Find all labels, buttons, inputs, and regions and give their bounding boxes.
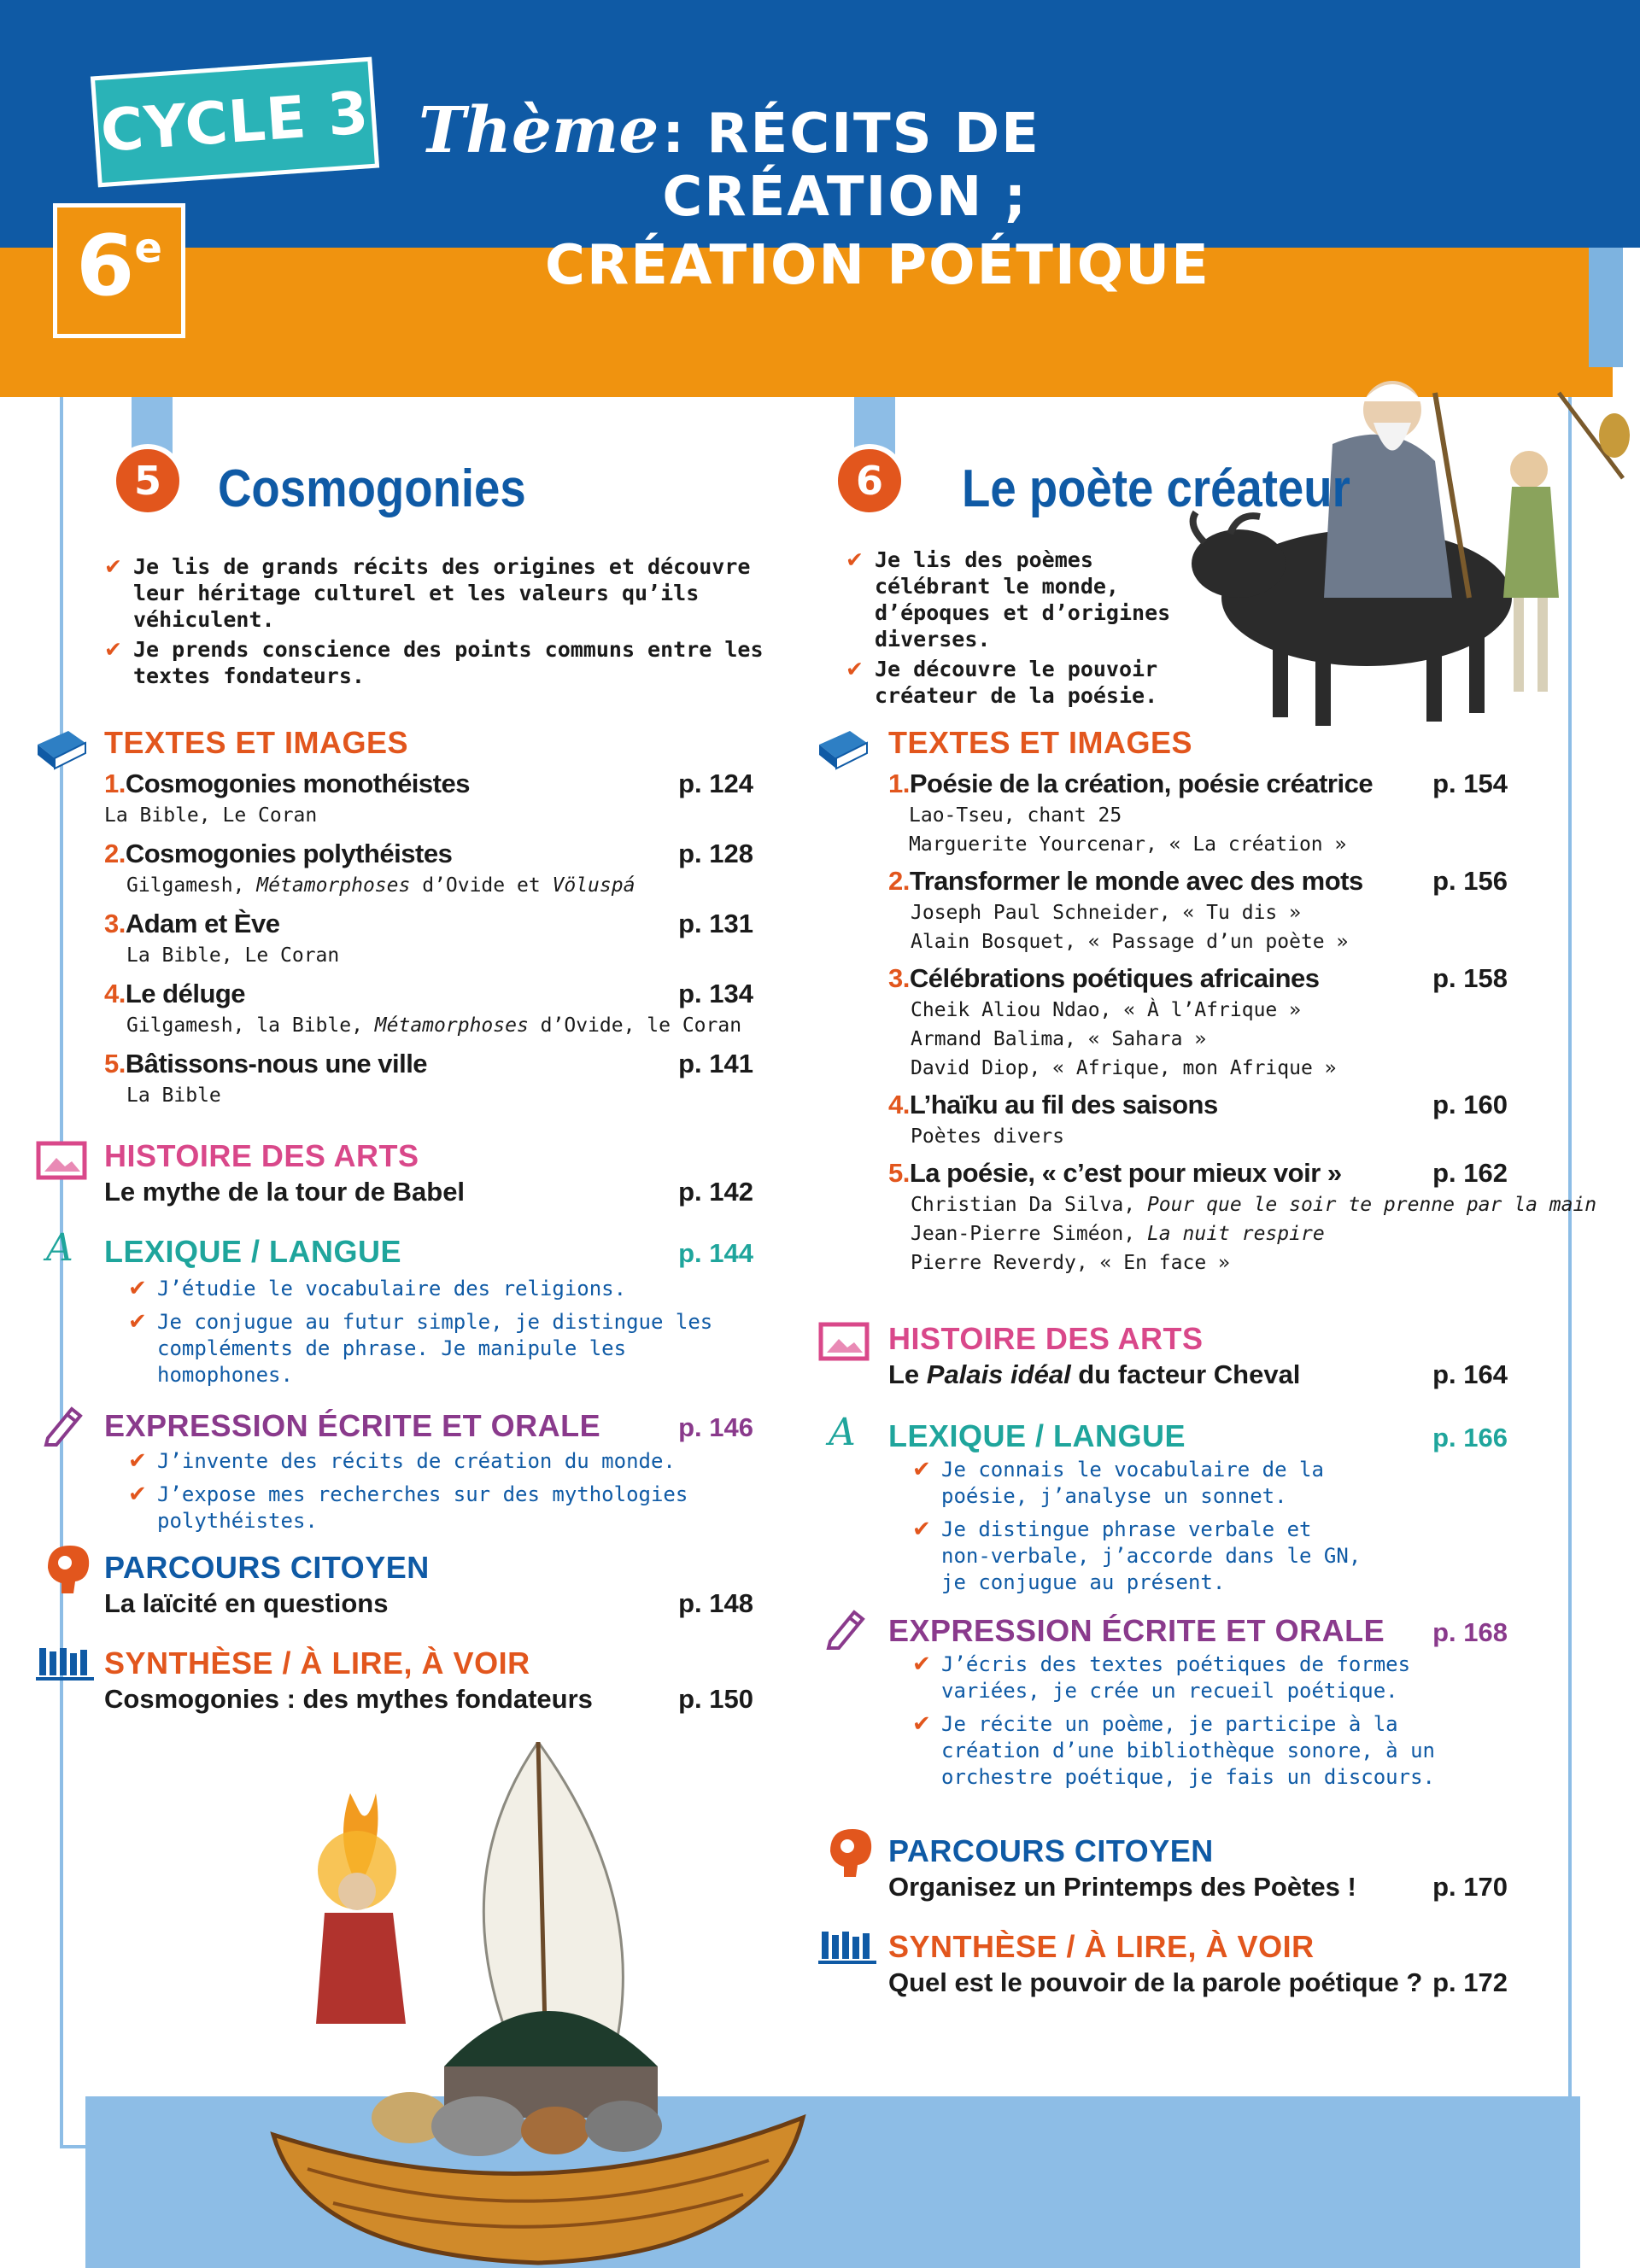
intro-item: ✔ Je découvre le pouvoir créateur de la poésie.: [846, 657, 1158, 708]
left-parcours-section: [104, 1549, 753, 1621]
page-ref: p. 144: [678, 1238, 753, 1268]
intro-item: ✔ Je prends conscience des points communs entre les textes fondateurs.: [104, 637, 764, 688]
section-heading: PARCOURS CITOYEN: [104, 1550, 430, 1585]
book-icon: [34, 728, 89, 772]
cycle-label: CYCLE 3: [98, 79, 372, 166]
bullet-item: ✔ Je récite un poème, je participe à la création d’une bibliothèque sonore, à un orchestre poétique, je fais un discours.: [912, 1711, 1435, 1789]
list-item: 5.Bâtissons-nous une ville p. 141 La Bible: [104, 1047, 753, 1110]
theme-line-2: CRÉATION POÉTIQUE: [545, 234, 1210, 297]
entry-source: Alain Bosquet, « Passage d’un poète »: [911, 931, 1349, 953]
entry-title: L’haïku au fil des saisons: [909, 1090, 1218, 1119]
noah-ark-illustration: [256, 1742, 820, 2268]
left-frame-line: [60, 397, 63, 2148]
check-icon: ✔: [846, 547, 864, 572]
bullet-item: ✔ J’écris des textes poétiques de formes variées, je crée un recueil poétique.: [912, 1651, 1411, 1703]
entry-title: Cosmogonies : des mythes fondateurs: [104, 1684, 593, 1714]
page-ref: p. 164: [1432, 1359, 1508, 1389]
bullet-item: ✔ Je conjugue au futur simple, je distingue les compléments de phrase. Je manipule les homophones.: [128, 1309, 713, 1387]
pencil-icon: [41, 1402, 85, 1447]
section-heading: HISTOIRE DES ARTS: [888, 1321, 1204, 1356]
pencil-icon: [823, 1605, 868, 1650]
citizen-head-icon: [825, 1826, 875, 1879]
entry-source: Lao-Tseu, chant 25: [909, 804, 1122, 827]
page-ref: p. 168: [1432, 1617, 1508, 1647]
right-intro: [846, 547, 1204, 712]
bookshelf-icon: [36, 1645, 94, 1682]
page-ref: p. 124: [678, 769, 753, 798]
check-icon: ✔: [912, 1711, 931, 1737]
section-heading: SYNTHÈSE / À LIRE, À VOIR: [888, 1929, 1315, 1964]
check-icon: ✔: [104, 554, 122, 579]
page-ref: p. 128: [678, 839, 753, 868]
list-item: 5.La poésie, « c’est pour mieux voir » p. 162 Christian Da Silva, Pour que le soir te prenne par la main Jean-Pierre Siméon, La nuit respire Pierre Reverdy, « En face »: [888, 1156, 1508, 1277]
entry-source: Jean-Pierre Siméon, La nuit respire: [911, 1223, 1325, 1245]
intro-item: ✔ Je lis des poèmes célébrant le monde, d’époques et d’origines diverses.: [846, 547, 1171, 652]
page-ref: p. 160: [1432, 1090, 1508, 1119]
chapter-number-5: 5: [111, 444, 184, 517]
page-ref: p. 166: [1432, 1423, 1508, 1453]
right-expression-section: [888, 1612, 1508, 1797]
check-icon: ✔: [128, 1448, 147, 1474]
chapter-number-6: 6: [833, 444, 906, 517]
right-lexique-section: [888, 1418, 1508, 1603]
book-icon: [816, 728, 870, 772]
intro-item: ✔ Je lis de grands récits des origines et découvre leur héritage culturel et les valeurs qu’ils véhiculent.: [104, 554, 751, 632]
letter-a-icon: A: [829, 1411, 856, 1454]
entry-title: Célébrations poétiques africaines: [909, 963, 1320, 993]
entry-title: Le mythe de la tour de Babel: [104, 1177, 466, 1207]
entry-title: La poésie, « c’est pour mieux voir »: [909, 1158, 1342, 1188]
picture-frame-icon: [36, 1141, 87, 1180]
bookshelf-icon: [818, 1928, 876, 1966]
sage-on-buffalo-illustration: [1179, 342, 1640, 734]
right-textes-section: [888, 724, 1597, 1277]
page-ref: p. 141: [678, 1049, 753, 1078]
section-heading: PARCOURS CITOYEN: [888, 1833, 1214, 1868]
check-icon: ✔: [912, 1651, 931, 1677]
section-heading: TEXTES ET IMAGES: [888, 725, 1193, 760]
section-heading: TEXTES ET IMAGES: [104, 725, 409, 760]
entry-source: La Bible, Le Coran: [126, 944, 340, 967]
left-histoire-section: [104, 1137, 753, 1209]
check-icon: ✔: [846, 657, 864, 681]
entry-title: Cosmogonies monothéistes: [125, 769, 470, 798]
grade-number: 6: [76, 218, 135, 315]
list-item: 4.L’haïku au fil des saisons p. 160 Poètes divers: [888, 1088, 1508, 1151]
left-expression-section: [104, 1407, 753, 1541]
picture-frame-icon: [818, 1322, 870, 1361]
bullet-item: ✔ J’étudie le vocabulaire des religions.: [128, 1276, 627, 1301]
left-intro: [104, 553, 788, 693]
entry-source: Pierre Reverdy, « En face »: [911, 1252, 1230, 1274]
page-ref: p. 172: [1432, 1967, 1508, 1997]
list-item: 1.Cosmogonies monothéistes p. 124 La Bible, Le Coran: [104, 767, 753, 830]
page-ref: p. 154: [1432, 769, 1508, 798]
left-lexique-section: [104, 1233, 753, 1395]
chapter-title-cosmogonies: Cosmogonies: [218, 459, 526, 518]
section-heading: EXPRESSION ÉCRITE ET ORALE: [888, 1613, 1385, 1648]
entry-source: Gilgamesh, Métamorphoses d’Ovide et Völuspá: [126, 874, 636, 897]
chapter-title-poete-createur: Le poète créateur: [962, 459, 1350, 518]
section-heading: SYNTHÈSE / À LIRE, À VOIR: [104, 1645, 530, 1681]
page-ref: p. 170: [1432, 1872, 1508, 1902]
list-item: 4.Le déluge p. 134 Gilgamesh, la Bible, Métamorphoses d’Ovide, le Coran: [104, 977, 753, 1040]
entry-title: Poésie de la création, poésie créatrice: [909, 769, 1374, 798]
page-ref: p. 158: [1432, 963, 1508, 993]
grade-superscript: e: [134, 225, 162, 272]
entry-title: Adam et Ève: [125, 909, 280, 938]
bullet-item: ✔ J’expose mes recherches sur des mythologies polythéistes.: [128, 1482, 688, 1533]
entry-source: Poètes divers: [911, 1125, 1065, 1148]
citizen-head-icon: [43, 1542, 92, 1595]
bullet-item: ✔ Je distingue phrase verbale et non-verbale, j’accorde dans le GN, je conjugue au présent.: [912, 1517, 1362, 1594]
entry-title: Bâtissons-nous une ville: [125, 1049, 428, 1078]
letter-a-icon: A: [46, 1226, 73, 1270]
entry-title: La laïcité en questions: [104, 1588, 389, 1618]
section-heading: LEXIQUE / LANGUE: [104, 1234, 402, 1269]
entry-source: Christian Da Silva, Pour que le soir te prenne par la main: [911, 1194, 1597, 1216]
entry-source: Joseph Paul Schneider, « Tu dis »: [911, 902, 1301, 924]
right-synthese-section: [888, 1928, 1508, 2000]
list-item: 3.Adam et Ève p. 131 La Bible, Le Coran: [104, 907, 753, 970]
cycle-badge: [91, 57, 379, 188]
page-ref: p. 148: [678, 1588, 753, 1618]
entry-source: La Bible: [126, 1084, 221, 1107]
page-ref: p. 134: [678, 979, 753, 1008]
entry-source: Cheik Aliou Ndao, « À l’Afrique »: [911, 999, 1301, 1021]
entry-title: Cosmogonies polythéistes: [125, 839, 453, 868]
entry-title: Transformer le monde avec des mots: [909, 866, 1363, 896]
entry-source: Gilgamesh, la Bible, Métamorphoses d’Ovide, le Coran: [126, 1014, 742, 1037]
section-heading: HISTOIRE DES ARTS: [104, 1138, 419, 1173]
page-ref: p. 150: [678, 1684, 753, 1714]
entry-title: Le Palais idéal du facteur Cheval: [888, 1359, 1301, 1389]
list-item: 1.Poésie de la création, poésie créatrice p. 154 Lao-Tseu, chant 25 Marguerite Yourcenar, « La création »: [888, 767, 1508, 859]
page-ref: p. 142: [678, 1177, 753, 1207]
entry-title: Le déluge: [125, 979, 246, 1008]
entry-source: Marguerite Yourcenar, « La création »: [909, 833, 1347, 856]
page-ref: p. 131: [678, 909, 753, 938]
page-ref: p. 162: [1432, 1158, 1508, 1188]
entry-source: Armand Balima, « Sahara »: [911, 1028, 1207, 1050]
bullet-item: ✔ J’invente des récits de création du monde.: [128, 1448, 676, 1474]
check-icon: ✔: [912, 1457, 931, 1482]
list-item: 2.Transformer le monde avec des mots p. 156 Joseph Paul Schneider, « Tu dis » Alain Bosquet, « Passage d’un poète »: [888, 864, 1508, 956]
right-histoire-section: [888, 1320, 1508, 1392]
check-icon: ✔: [128, 1309, 147, 1335]
right-parcours-section: [888, 1833, 1508, 1904]
list-item: 2.Cosmogonies polythéistes p. 128 Gilgamesh, Métamorphoses d’Ovide et Völuspá: [104, 837, 753, 900]
section-heading: EXPRESSION ÉCRITE ET ORALE: [104, 1408, 601, 1443]
page-ref: p. 156: [1432, 866, 1508, 896]
entry-source: La Bible, Le Coran: [104, 804, 318, 827]
left-synthese-section: [104, 1645, 753, 1716]
check-icon: ✔: [128, 1276, 147, 1301]
entry-title: Organisez un Printemps des Poètes !: [888, 1872, 1356, 1902]
list-item: 3.Célébrations poétiques africaines p. 158 Cheik Aliou Ndao, « À l’Afrique » Armand Balima, « Sahara » David Diop, « Afrique, mon Afrique »: [888, 962, 1508, 1083]
check-icon: ✔: [128, 1482, 147, 1507]
check-icon: ✔: [104, 637, 122, 662]
grade-badge: [53, 203, 185, 338]
header-notch: [1589, 248, 1613, 273]
bullet-item: ✔ Je connais le vocabulaire de la poésie, j’analyse un sonnet.: [912, 1457, 1324, 1508]
page-title: [419, 94, 1273, 297]
theme-line-1: : RÉCITS DE CRÉATION ;: [662, 102, 1040, 229]
left-textes-section: [104, 724, 753, 1110]
check-icon: ✔: [912, 1517, 931, 1542]
section-heading: LEXIQUE / LANGUE: [888, 1418, 1186, 1453]
page-ref: p. 146: [678, 1412, 753, 1442]
entry-title: Quel est le pouvoir de la parole poétique ?: [888, 1967, 1423, 1997]
entry-source: David Diop, « Afrique, mon Afrique »: [911, 1057, 1337, 1079]
theme-word: Thème: [419, 94, 659, 167]
